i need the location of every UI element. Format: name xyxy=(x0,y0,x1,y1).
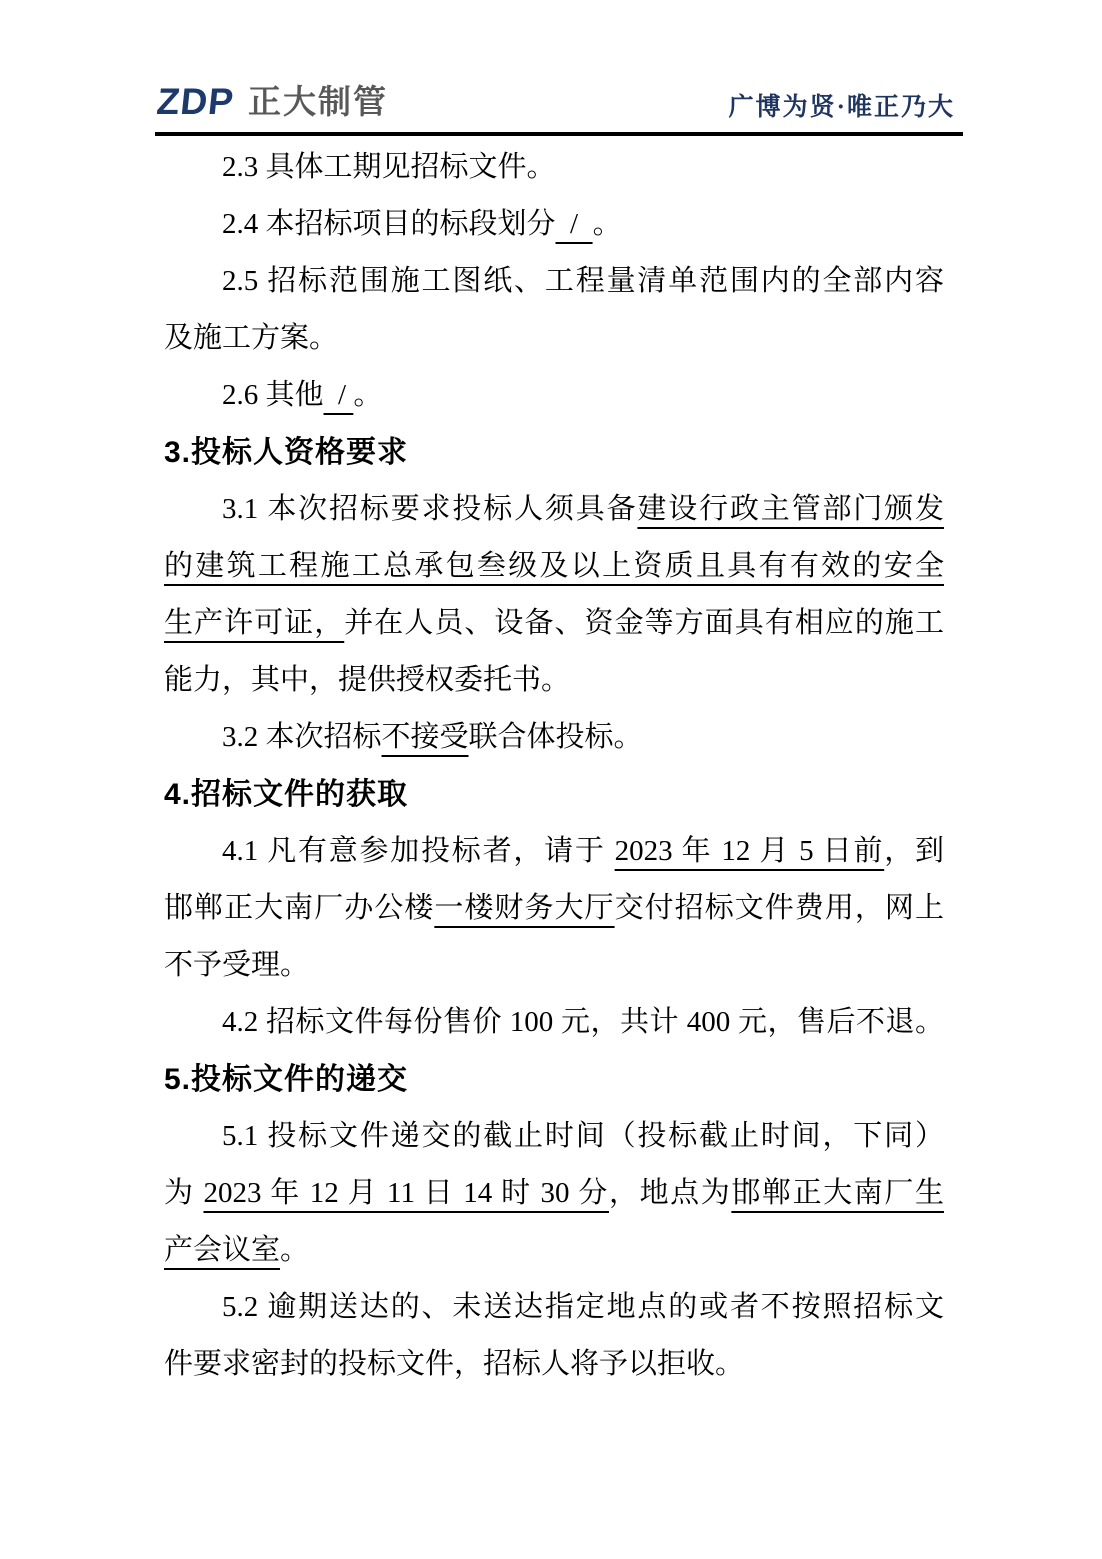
text-line xyxy=(164,880,944,937)
text-line xyxy=(164,1108,944,1165)
text-line xyxy=(164,823,944,880)
text-segment: ，到 xyxy=(884,835,944,867)
text-line xyxy=(164,1165,944,1222)
section-heading xyxy=(164,766,944,823)
underlined-text: 一楼财务大厅 xyxy=(434,892,615,924)
brand-logo-company-name: 正大制管 xyxy=(248,83,388,120)
text-line xyxy=(164,310,944,367)
text-segment: 及施工方案。 xyxy=(164,322,339,354)
text-line xyxy=(164,709,944,766)
text-line xyxy=(164,937,944,994)
text-segment: 3.投标人资格要求 xyxy=(164,436,409,469)
text-segment: 3.2 本次招标 xyxy=(222,721,382,753)
text-line xyxy=(164,652,944,709)
text-line xyxy=(164,994,944,1051)
underlined-text: 2023 年 12 月 11 日 14 时 30 分 xyxy=(203,1177,609,1209)
underlined-text: / xyxy=(323,379,354,411)
text-segment: 。 xyxy=(592,208,622,240)
text-segment: ，地点为 xyxy=(608,1177,732,1209)
text-segment: 交付招标文件费用，网上 xyxy=(614,892,944,924)
text-line xyxy=(164,538,944,595)
text-segment: 为 xyxy=(164,1177,204,1209)
underlined-text: 建设行政主管部门颁发 xyxy=(637,493,944,525)
underlined-text: 不接受 xyxy=(381,721,469,753)
underlined-text: 2023 年 12 月 5 日前 xyxy=(614,835,885,867)
text-segment: 2.3 具体工期见招标文件。 xyxy=(222,151,556,183)
text-segment: 。 xyxy=(353,379,383,411)
text-segment: 件要求密封的投标文件，招标人将予以拒收。 xyxy=(164,1348,745,1380)
text-line xyxy=(164,1222,944,1279)
text-segment: 能力，其中，提供授权委托书。 xyxy=(164,664,571,696)
text-segment: 邯郸正大南厂办公楼 xyxy=(164,892,435,924)
text-line xyxy=(164,139,944,196)
text-segment: 4.1 凡有意参加投标者，请于 xyxy=(222,835,615,867)
text-segment: 联合体投标。 xyxy=(468,721,643,753)
header-divider xyxy=(155,132,963,136)
text-line xyxy=(164,367,944,424)
document-body xyxy=(164,139,944,1393)
brand-logo-zdp-text: ZDP xyxy=(154,81,237,122)
text-line xyxy=(164,196,944,253)
text-segment: 。 xyxy=(280,1234,310,1266)
underlined-text: / xyxy=(555,208,593,240)
brand-logo xyxy=(154,81,388,122)
section-heading xyxy=(164,1051,944,1108)
underlined-text: 产会议室 xyxy=(164,1234,281,1266)
text-line xyxy=(164,253,944,310)
text-segment: 4.招标文件的获取 xyxy=(164,778,409,811)
text-segment: 2.5 招标范围施工图纸、工程量清单范围内的全部内容 xyxy=(222,265,944,297)
text-line xyxy=(164,481,944,538)
text-line xyxy=(164,1279,944,1336)
text-segment: 5.投标文件的递交 xyxy=(164,1063,409,1096)
text-segment: 2.4 本招标项目的标段划分 xyxy=(222,208,556,240)
text-segment: 5.2 逾期送达的、未送达指定地点的或者不按照招标文 xyxy=(222,1291,944,1323)
text-line xyxy=(164,595,944,652)
underlined-text: 生产许可证， xyxy=(164,607,345,639)
text-line xyxy=(164,1336,944,1393)
section-heading xyxy=(164,424,944,481)
text-segment: 5.1 投标文件递交的截止时间（投标截止时间，下同） xyxy=(222,1120,944,1152)
underlined-text: 邯郸正大南厂生 xyxy=(731,1177,944,1209)
text-segment: 2.6 其他 xyxy=(222,379,324,411)
text-segment: 4.2 招标文件每份售价 100 元，共计 400 元，售后不退。 xyxy=(222,1006,944,1038)
text-segment: 3.1 本次招标要求投标人须具备 xyxy=(222,493,638,525)
text-segment: 不予受理。 xyxy=(164,949,310,981)
underlined-text: 的建筑工程施工总承包叁级及以上资质且具有有效的安全 xyxy=(164,550,944,582)
brand-slogan: 广博为贤·唯正乃大 xyxy=(728,94,955,121)
text-segment: 并在人员、设备、资金等方面具有相应的施工 xyxy=(344,607,944,639)
